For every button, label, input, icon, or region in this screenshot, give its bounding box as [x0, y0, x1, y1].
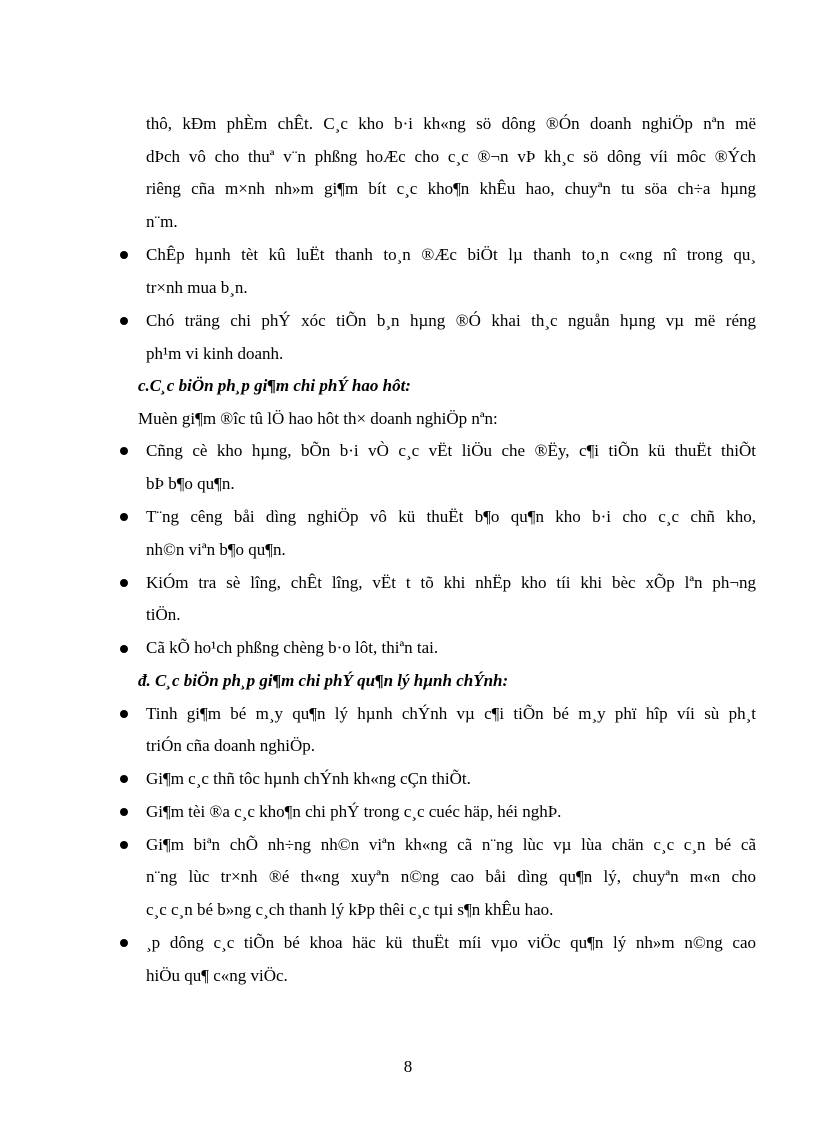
text-line: Chó träng chi phÝ xóc tiÕn b¸n hµng ®Ó khai th¸c nguån hµng vµ më réng: [146, 311, 756, 330]
text-line: Cñng cè kho hµng, bÕn b·i vÒ c¸c vËt liÖu che ®Ëy, c¶i tiÕn kü thuËt thiÕt: [146, 441, 756, 460]
bullet-icon: [120, 513, 128, 521]
text-line: n¨ng lùc tr×nh ®é th«ng xuyªn n©ng cao båi dìng qu¶n lý, chuyªn m«n cho: [146, 867, 756, 886]
bullet-icon: [120, 841, 128, 849]
text-line: T¨ng cêng båi dìng nghiÖp vô kü thuËt b¶o qu¶n kho b·i cho c¸c chñ kho,: [146, 507, 756, 526]
text-line: hiÖu qu¶ c«ng viÖc.: [146, 966, 288, 985]
bullet-icon: [120, 317, 128, 325]
text-line: ChÊp hµnh tèt kû luËt thanh to¸n ®Æc biÖt lµ thanh to¸n c«ng nî trong qu¸: [146, 245, 756, 264]
text-line: n¨m.: [146, 212, 178, 231]
text-line: Cã kÕ ho¹ch phßng chèng b·o lôt, thiªn tai.: [146, 638, 439, 657]
bullet-icon: [120, 579, 128, 587]
text-line: c¸c c¸n bé b»ng c¸ch thanh lý kÞp thêi c¸c tµi s¶n khÊu hao.: [146, 900, 554, 919]
text-line: riêng cña m×nh nh»m gi¶m bít c¸c kho¶n khÊu hao, chuyªn tu söa ch÷a hµng: [146, 179, 756, 198]
text-line: Tinh gi¶m bé m¸y qu¶n lý hµnh chÝnh vµ c¶i tiÕn bé m¸y phï hîp víi sù ph¸t: [146, 704, 756, 723]
text-line: tr×nh mua b¸n.: [146, 278, 248, 297]
section-heading-d: đ. C¸c biÖn ph¸p gi¶m chi phÝ qu¶n lý hµnh chÝnh:: [138, 671, 509, 690]
bullet-icon: [120, 775, 128, 783]
text-line: Gi¶m tèi ®a c¸c kho¶n chi phÝ trong c¸c cuéc häp, héi nghÞ.: [146, 802, 562, 821]
bullet-icon: [120, 710, 128, 718]
bullet-icon: [120, 808, 128, 816]
text-line: thô, kÐm phÈm chÊt. C¸c kho b·i kh«ng sö dông ®Ón doanh nghiÖp nªn më: [146, 114, 756, 133]
text-line: dÞch vô cho thuª v¨n phßng hoÆc cho c¸c ®¬n vÞ kh¸c sö dông víi môc ®Ých: [146, 147, 756, 166]
text-line: ph¹m vi kinh doanh.: [146, 344, 284, 363]
bullet-icon: [120, 645, 128, 653]
page-number: 8: [403, 1057, 413, 1076]
text-line: nh©n viªn b¶o qu¶n.: [146, 540, 286, 559]
text-line: triÓn cña doanh nghiÖp.: [146, 736, 316, 755]
section-intro-c: Muèn gi¶m ®îc tû lÖ hao hôt th× doanh nghiÖp nªn:: [138, 409, 498, 428]
text-line: ¸p dông c¸c tiÕn bé khoa häc kü thuËt míi vµo viÖc qu¶n lý nh»m n©ng cao: [146, 933, 756, 952]
text-line: tiÖn.: [146, 605, 181, 624]
bullet-icon: [120, 447, 128, 455]
bullet-icon: [120, 251, 128, 259]
text-line: Gi¶m c¸c thñ tôc hµnh chÝnh kh«ng cÇn thiÕt.: [146, 769, 471, 788]
text-line: Gi¶m biªn chÕ nh÷ng nh©n viªn kh«ng cã n¨ng lùc vµ lùa chän c¸c c¸n bé cã: [146, 835, 756, 854]
bullet-icon: [120, 939, 128, 947]
section-heading-c: c.C¸c biÖn ph¸p gi¶m chi phÝ hao hôt:: [138, 376, 411, 395]
text-line: bÞ b¶o qu¶n.: [146, 474, 235, 493]
text-line: KiÓm tra sè lîng, chÊt lîng, vËt t tõ khi nhËp kho tíi khi bèc xÕp lªn ph¬ng: [146, 573, 756, 592]
